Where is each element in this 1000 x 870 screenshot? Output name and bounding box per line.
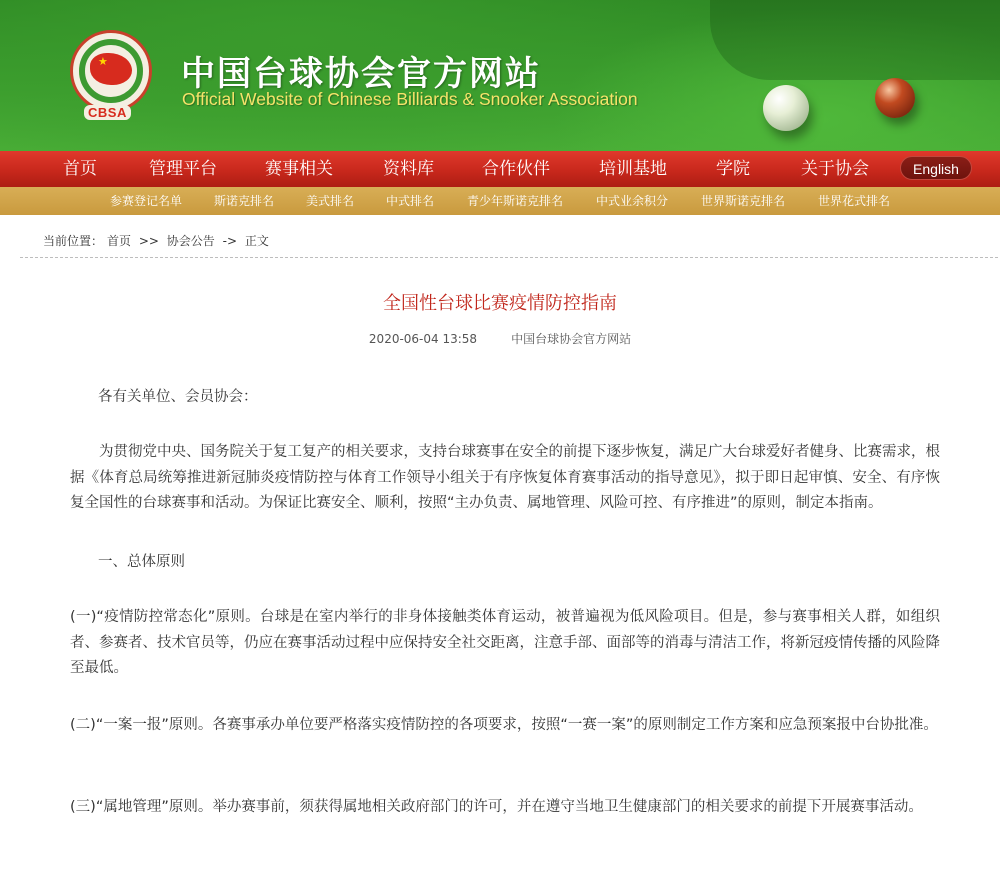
- article-source: 中国台球协会官方网站: [511, 332, 632, 346]
- subnav-world-fancy[interactable]: 世界花式排名: [818, 194, 891, 208]
- site-banner: [0, 0, 1000, 151]
- site-subtitle: Official Website of Chinese Billiards & Snooker Association: [182, 89, 638, 109]
- dashed-divider: [20, 257, 998, 258]
- logo-text: CBSA: [84, 105, 131, 120]
- subnav-world-snooker[interactable]: 世界斯诺克排名: [701, 194, 786, 208]
- article-meta: [0, 330, 1000, 348]
- article-rule-2: (二)“一案一报”原则。各赛事承办单位要严格落实疫情防控的各项要求，按照“一赛一案”的原则制定工作方案和应急预案报中台协批准。: [70, 717, 938, 733]
- subnav-snooker-ranking[interactable]: 斯诺克排名: [214, 194, 275, 208]
- star-icon: ★: [98, 55, 108, 68]
- cue-ball-decoration: [763, 85, 809, 131]
- subnav-pool-ranking[interactable]: 美式排名: [306, 194, 355, 208]
- sub-nav: [0, 187, 1000, 215]
- breadcrumb-prefix: 当前位置：: [43, 234, 104, 248]
- subnav-youth-snooker[interactable]: 青少年斯诺克排名: [467, 194, 564, 208]
- nav-database[interactable]: 资料库: [383, 159, 434, 179]
- breadcrumb-separator: >>: [138, 234, 159, 248]
- nav-home[interactable]: 首页: [63, 159, 97, 179]
- nav-events[interactable]: 赛事相关: [265, 159, 333, 179]
- article-greeting: 各有关单位、会员协会：: [98, 389, 258, 405]
- subnav-amateur-points[interactable]: 中式业余积分: [596, 194, 669, 208]
- article-date: 2020-06-04 13:58: [368, 332, 478, 346]
- china-map-icon: [90, 53, 132, 85]
- article-rule-1: (一)“疫情防控常态化”原则。台球是在室内举行的非身体接触类体育运动，被普遍视为低风险项目。但是，参与赛事相关人群，如组织者、参赛者、技术官员等，仍应在赛事活动过程中应保持安全社交距离，注意手部、面部等的消毒与清洁工作，将新冠疫情传播的风险降至最低。: [70, 609, 940, 676]
- subnav-chinese8-ranking[interactable]: 中式排名: [386, 194, 435, 208]
- article-title: 全国性台球比赛疫情防控指南: [383, 293, 617, 314]
- subnav-registration[interactable]: 参赛登记名单: [110, 194, 183, 208]
- nav-management[interactable]: 管理平台: [149, 159, 217, 179]
- breadcrumb-section[interactable]: 协会公告: [166, 234, 215, 248]
- red-ball-decoration: [875, 78, 915, 118]
- nav-academy[interactable]: 学院: [716, 159, 750, 179]
- breadcrumb-separator: ->: [222, 234, 238, 248]
- article-intro: 为贯彻党中央、国务院关于复工复产的相关要求，支持台球赛事在安全的前提下逐步恢复，满足广大台球爱好者健身、比赛需求，根据《体育总局统筹推进新冠肺炎疫情防控与体育工作领导小组关于有序恢复体育赛事活动的指导意见》，拟于即日起审慎、安全、有序恢复全国性的台球赛事和活动。为保证比赛安全、顺利，按照“主办负责、属地管理、风险可控、有序推进”的原则，制定本指南。: [70, 444, 940, 511]
- article-rule-3: (三)“属地管理”原则。举办赛事前，须获得属地相关政府部门的许可，并在遵守当地卫生健康部门的相关要求的前提下开展赛事活动。: [70, 799, 923, 815]
- site-title: 中国台球协会官方网站: [181, 54, 541, 94]
- nav-about[interactable]: 关于协会: [801, 159, 869, 179]
- nav-partners[interactable]: 合作伙伴: [482, 159, 550, 179]
- nav-training[interactable]: 培训基地: [599, 159, 667, 179]
- main-nav: [0, 151, 1000, 187]
- english-button[interactable]: English: [900, 156, 972, 180]
- breadcrumb: [43, 232, 273, 250]
- section-heading: 一、总体原则: [98, 554, 185, 570]
- table-rim-decoration: [710, 0, 1000, 80]
- cbsa-logo[interactable]: [70, 30, 152, 112]
- breadcrumb-current: 正文: [244, 234, 269, 248]
- breadcrumb-home[interactable]: 首页: [107, 234, 132, 248]
